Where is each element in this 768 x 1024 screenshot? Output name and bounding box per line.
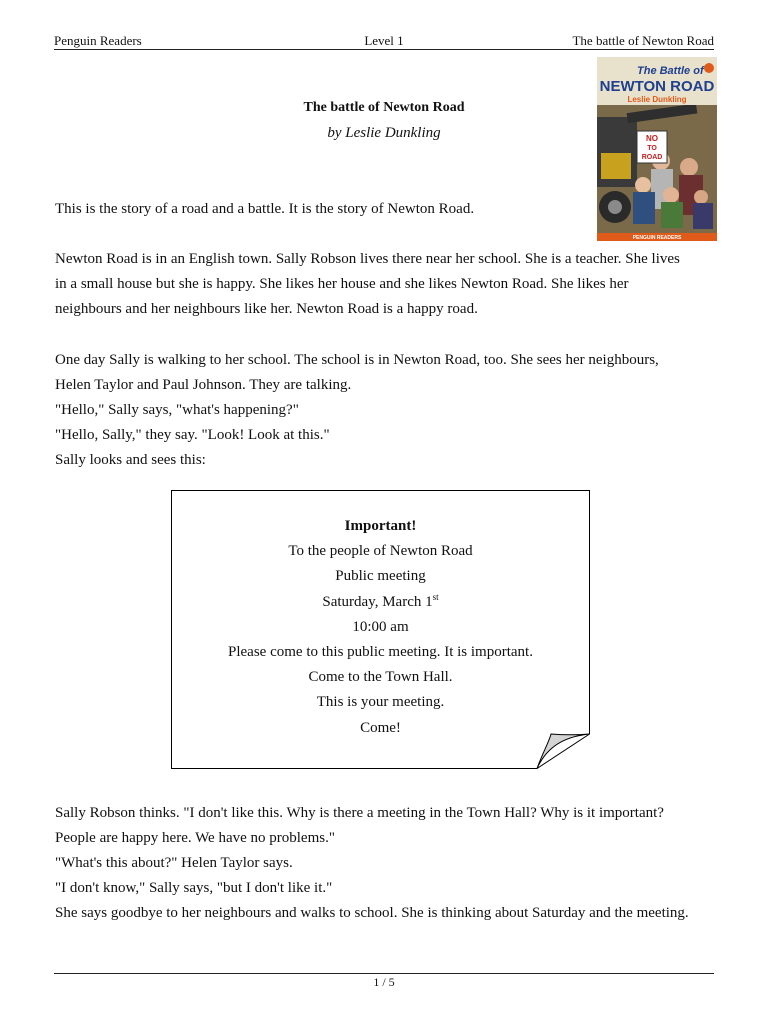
paragraph-3 (55, 348, 720, 473)
paragraph-line: Newton Road is in an English town. Sally Robson lives there near her school. She is a teacher. She lives (55, 251, 680, 267)
cover-title-line2: NEWTON ROAD (599, 78, 715, 95)
notice-date-text: Saturday, March 1 (322, 593, 433, 610)
notice-recipients: To the people of Newton Road (288, 543, 473, 560)
notice-location: Come to the Town Hall. (308, 669, 453, 686)
paragraph-line: neighbours and her neighbours like her. Newton Road is a happy road. (55, 301, 478, 317)
header-level: Level 1 (364, 33, 404, 48)
paragraph-line: Helen Taylor and Paul Johnson. They are talking. (55, 377, 352, 393)
notice-heading: Important! (344, 518, 417, 534)
notice-time: 10:00 am (352, 618, 409, 635)
footer-rule (54, 973, 714, 974)
paragraph-line: "I don't know," Sally says, "but I don't like it." (55, 880, 333, 896)
header-book-title: The battle of Newton Road (572, 33, 714, 48)
paragraph-line: in a small house but she is happy. She likes her house and she likes Newton Road. She likes her (55, 276, 629, 292)
running-header (54, 32, 714, 50)
cover-author: Leslie Dunkling (627, 95, 687, 104)
penguin-logo-icon (704, 63, 714, 73)
paragraph-line: "What's this about?" Helen Taylor says. (55, 855, 293, 871)
notice-call: Come! (360, 719, 401, 736)
notice-date-suffix: st (432, 591, 439, 602)
paragraph-1 (55, 197, 720, 222)
paragraph-line: Sally Robson thinks. "I don't like this. Why is there a meeting in the Town Hall? Why is it important? (55, 805, 664, 821)
paragraph-line: Sally looks and sees this: (55, 452, 206, 468)
paragraph-line: This is the story of a road and a battle. It is the story of Newton Road. (55, 201, 475, 217)
page-number: 1 / 5 (373, 975, 395, 989)
cover-sign-no: NO (646, 134, 658, 143)
notice-ownership: This is your meeting. (316, 694, 445, 711)
notice-event: Public meeting (335, 568, 426, 585)
cover-sign-road: ROAD (641, 154, 663, 161)
paragraph-line: She says goodbye to her neighbours and walks to school. She is thinking about Saturday and the meeting. (55, 905, 689, 921)
paragraph-line: One day Sally is walking to her school. The school is in Newton Road, too. She sees her neighbours, (55, 352, 659, 368)
story-title: The battle of Newton Road (303, 100, 465, 115)
cover-publisher: PENGUIN READERS (632, 235, 682, 241)
cover-title-line1: The Battle of (637, 65, 704, 77)
paragraph-line: "Hello, Sally," they say. "Look! Look at this." (55, 427, 330, 443)
notice-date (171, 590, 590, 615)
paragraph-line: People are happy here. We have no problems." (55, 830, 335, 846)
notice-box (171, 490, 590, 769)
paragraph-line: "Hello," Sally says, "what's happening?" (55, 402, 299, 418)
header-series: Penguin Readers (54, 33, 142, 48)
paragraph-2 (55, 247, 720, 322)
cover-sign-to: TO (647, 145, 657, 152)
paragraph-4 (55, 801, 720, 926)
notice-request: Please come to this public meeting. It is important. (228, 644, 533, 661)
story-byline: by Leslie Dunkling (327, 125, 441, 141)
